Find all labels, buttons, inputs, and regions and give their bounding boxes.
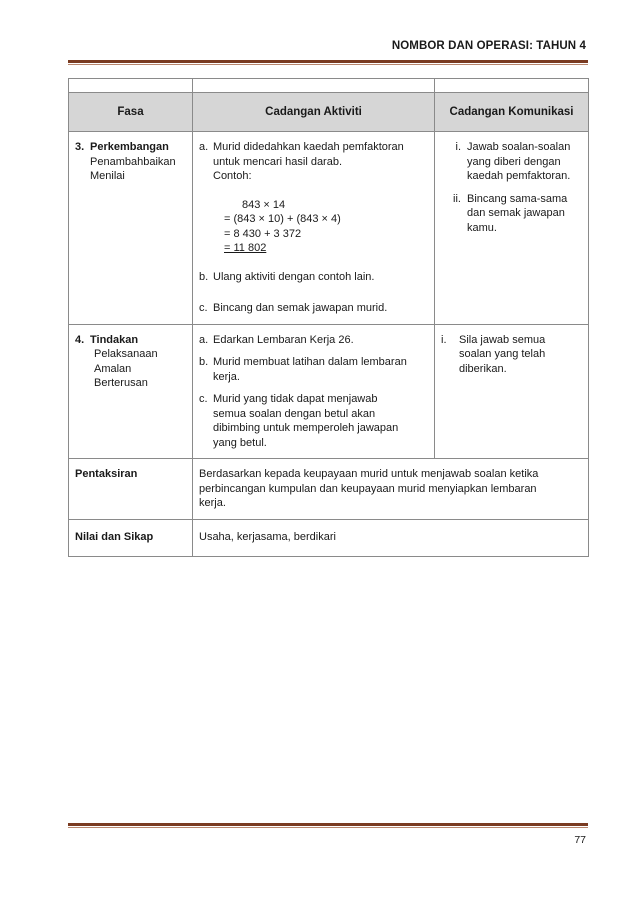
phase-4-sub-2: Amalan <box>94 362 132 375</box>
phase-3-communication <box>435 132 588 243</box>
assessment-text <box>193 459 588 519</box>
table-row-assessment <box>69 459 589 520</box>
phase-3-title: Perkembangan <box>90 141 169 153</box>
activity-line: dibimbing untuk memperoleh jawapan <box>213 422 399 434</box>
activity-line: semua soalan dengan betul akan <box>213 407 376 420</box>
phase-4-cell <box>69 325 192 399</box>
table-spacer-row <box>69 79 589 93</box>
activity-marker: b. <box>199 356 209 368</box>
activity-line: Ulang aktiviti dengan contoh lain. <box>213 270 375 283</box>
header-activities: Cadangan Aktiviti <box>193 93 435 132</box>
phase-3-number: 3. <box>75 141 85 153</box>
activity-line: kerja. <box>213 370 240 383</box>
communication-line: Sila jawab semua <box>459 333 546 346</box>
activity-marker: b. <box>199 270 209 283</box>
values-text: Usaha, kerjasama, berdikari <box>199 530 336 543</box>
activity-line: Edarkan Lembaran Kerja 26. <box>213 333 354 346</box>
communication-marker: ii. <box>453 192 461 205</box>
communication-marker: i. <box>441 333 447 346</box>
phase-4-title: Tindakan <box>90 333 139 346</box>
activity-marker: c. <box>199 302 208 314</box>
activity-line: Bincang dan semak jawapan murid. <box>213 302 388 314</box>
lesson-table <box>68 78 589 557</box>
calc-line: = (843 × 10) + (843 × 4) <box>224 213 341 225</box>
assessment-line: Berdasarkan kepada keupayaan murid untuk menjawab soalan ketika <box>199 468 539 480</box>
activity-line: Contoh: <box>213 170 252 182</box>
table-row-phase-4 <box>69 324 589 459</box>
footer-rule <box>68 823 588 826</box>
phase-3-cell <box>69 132 192 192</box>
phase-4-communication <box>435 325 588 385</box>
communication-line: Bincang sama-sama <box>467 192 568 205</box>
phase-3-activities <box>193 132 434 324</box>
header-rule <box>68 60 588 63</box>
communication-line: dan semak jawapan <box>467 207 565 219</box>
assessment-line: kerja. <box>199 497 226 509</box>
activity-line: Murid didedahkan kaedah pemfaktoran <box>213 141 404 153</box>
activity-line: untuk mencari hasil darab. <box>213 155 343 168</box>
activity-line: Murid yang tidak dapat menjawab <box>213 393 378 405</box>
phase-4-sub-1: Pelaksanaan <box>94 348 158 360</box>
calculation-example <box>199 198 428 256</box>
communication-line: kaedah pemfaktoran. <box>467 170 571 182</box>
phase-4-sub-3: Berterusan <box>94 377 148 389</box>
header-fasa: Fasa <box>69 93 193 132</box>
header-communication: Cadangan Komunikasi <box>435 93 589 132</box>
communication-line: kamu. <box>467 221 497 234</box>
communication-line: soalan yang telah <box>459 348 546 360</box>
communication-line: diberikan. <box>459 362 507 375</box>
calc-line: 843 × 14 <box>242 198 286 211</box>
calc-line: = 8 430 + 3 372 <box>224 227 302 240</box>
header-rule-thin <box>68 64 588 65</box>
phase-3-sub-2: Menilai <box>90 170 125 182</box>
activity-marker: a. <box>199 141 209 153</box>
activity-marker: c. <box>199 393 208 405</box>
table-row-values <box>69 519 589 557</box>
communication-line: Jawab soalan-soalan <box>467 141 571 153</box>
calc-result: = 11 802 <box>224 242 267 254</box>
footer-rule-thin <box>68 827 588 828</box>
phase-3-sub-1: Penambahbaikan <box>90 155 176 168</box>
table-header-row <box>69 93 589 132</box>
assessment-label: Pentaksiran <box>75 468 138 480</box>
assessment-line: perbincangan kumpulan dan keupayaan murid menyiapkan lembaran <box>199 482 537 495</box>
page-number: 77 <box>574 834 586 846</box>
table-row-phase-3 <box>69 132 589 325</box>
values-label: Nilai dan Sikap <box>75 530 154 543</box>
activity-marker: a. <box>199 333 209 346</box>
communication-marker: i. <box>455 141 461 153</box>
activity-line: Murid membuat latihan dalam lembaran <box>213 356 407 368</box>
phase-4-activities <box>193 325 434 459</box>
activity-line: yang betul. <box>213 436 267 449</box>
communication-line: yang diberi dengan <box>467 155 561 168</box>
page-header-title: NOMBOR DAN OPERASI: TAHUN 4 <box>391 40 586 52</box>
phase-4-number: 4. <box>75 333 85 346</box>
